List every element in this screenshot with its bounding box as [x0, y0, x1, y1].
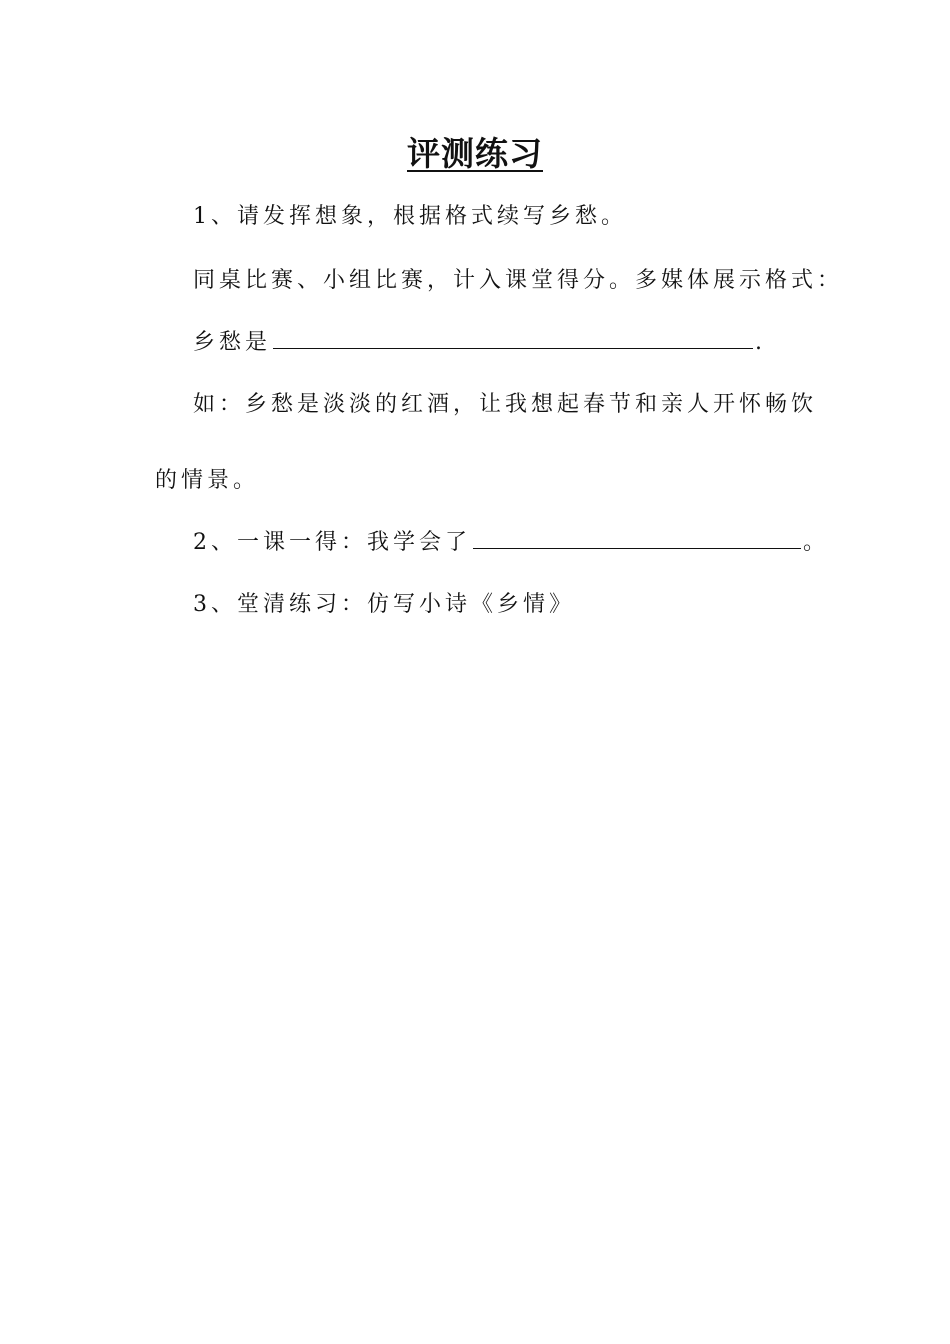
- item-3: [193, 590, 575, 620]
- example-line-2: 的情景。: [155, 468, 260, 493]
- item-3-text: 、堂清练习：仿写小诗《乡情》: [211, 592, 576, 617]
- fill-in-blank: [273, 328, 753, 349]
- template-prefix: 乡愁是: [193, 330, 272, 355]
- item-1-number: 1: [193, 204, 211, 229]
- item-3-number: 3: [193, 592, 211, 617]
- example-line-1: 如：乡愁是淡淡的红酒，让我想起春节和亲人开怀畅饮: [193, 392, 818, 417]
- template-line: [193, 328, 766, 358]
- item-1-detail: 同桌比赛、小组比赛，计入课堂得分。多媒体展示格式：: [193, 268, 844, 293]
- item-2: [193, 528, 829, 558]
- item-2-text: 、一课一得：我学会了: [211, 530, 472, 555]
- fill-in-blank: [473, 528, 801, 549]
- item-1: [193, 202, 627, 232]
- template-suffix: .: [755, 330, 767, 355]
- item-2-suffix: 。: [803, 530, 830, 555]
- item-1-text: 、请发挥想象，根据格式续写乡愁。: [211, 204, 628, 229]
- item-2-number: 2: [193, 530, 211, 555]
- page-title: 评测练习: [407, 134, 543, 173]
